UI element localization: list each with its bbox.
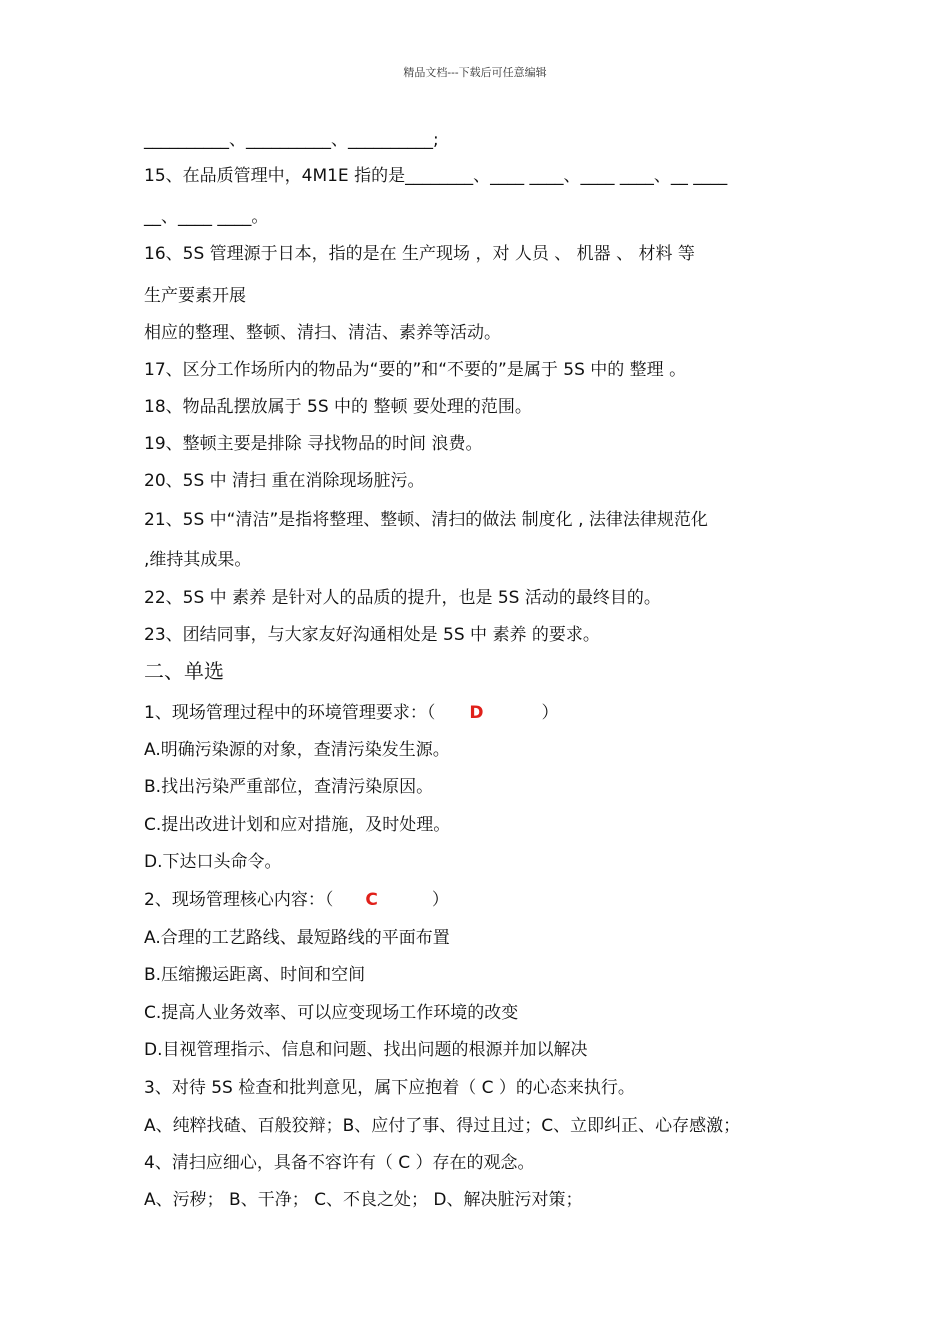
sc-q2-option-b: B.压缩搬运距离、时间和空间 [144, 965, 366, 985]
sc-question-1 [144, 701, 814, 725]
sc-q2-option-c: C.提高人业务效率、可以应变现场工作环境的改变 [144, 1003, 519, 1023]
sc-q3-options: A、纯粹找碴、百般狡辩；B、应付了事、得过且过；C、立即纠正、心存感激； [144, 1116, 741, 1136]
question-21-cont: ,维持其成果。 [144, 550, 252, 570]
sc-q2-answer: C [365, 890, 378, 910]
question-15-cont: __、____ ____。 [144, 207, 269, 227]
section-heading-single-choice: 二、单选 [144, 659, 224, 683]
sc-q1-option-a: A.明确污染源的对象，查清污染发生源。 [144, 740, 450, 760]
sc-q1-option-d: D.下达口头命令。 [144, 852, 282, 872]
question-21: 21、5S 中“清洁”是指将整理、整顿、清扫的做法 制度化 , 法律法律规范化 [144, 510, 708, 530]
sc-q4-options: A、污秽； B、干净； C、不良之处； D、解决脏污对策； [144, 1190, 583, 1210]
question-17: 17、区分工作场所内的物品为“要的”和“不要的”是属于 5S 中的 整理 。 [144, 360, 687, 380]
sc-q1-stem: 1、现场管理过程中的环境管理要求：（ [144, 703, 436, 723]
sc-q2-option-a: A.合理的工艺路线、最短路线的平面布置 [144, 928, 450, 948]
sc-q2-option-d: D.目视管理指示、信息和问题、找出问题的根源并加以解决 [144, 1040, 588, 1060]
sc-question-4: 4、清扫应细心，具备不容许有（ C ）存在的观念。 [144, 1153, 535, 1173]
question-18: 18、物品乱摆放属于 5S 中的 整顿 要处理的范围。 [144, 397, 532, 417]
page-header: 精品文档---下载后可任意编辑 [403, 66, 547, 79]
question-15: 15、在品质管理中，4M1E 指的是________、____ ____、____ ____、__ ____ [144, 166, 728, 186]
sc-q2-stem: 2、现场管理核心内容：（ [144, 890, 334, 910]
sc-q1-close: ） [541, 703, 559, 723]
question-19: 19、整顿主要是排除 寻找物品的时间 浪费。 [144, 434, 483, 454]
sc-q1-option-b: B.找出污染严重部位，查清污染原因。 [144, 777, 434, 797]
question-23: 23、团结同事，与大家友好沟通相处是 5S 中 素养 的要求。 [144, 625, 600, 645]
sc-question-3: 3、对待 5S 检查和批判意见，属下应抱着（ C ）的心态来执行。 [144, 1078, 635, 1098]
fill-blank-line: __________、__________、__________; [144, 130, 439, 150]
sc-q1-answer: D [469, 703, 484, 723]
sc-question-2 [144, 888, 814, 912]
sc-q1-option-c: C.提出改进计划和应对措施，及时处理。 [144, 815, 451, 835]
question-16-cont: 生产要素开展 [144, 286, 246, 306]
question-16: 16、5S 管理源于日本，指的是在 生产现场 ，对 人员 、 机器 、 材料 等 [144, 244, 695, 264]
sc-q2-close: ） [431, 890, 449, 910]
question-16-cont2: 相应的整理、整顿、清扫、清洁、素养等活动。 [144, 323, 501, 343]
question-20: 20、5S 中 清扫 重在消除现场脏污。 [144, 471, 425, 491]
question-22: 22、5S 中 素养 是针对人的品质的提升，也是 5S 活动的最终目的。 [144, 588, 661, 608]
